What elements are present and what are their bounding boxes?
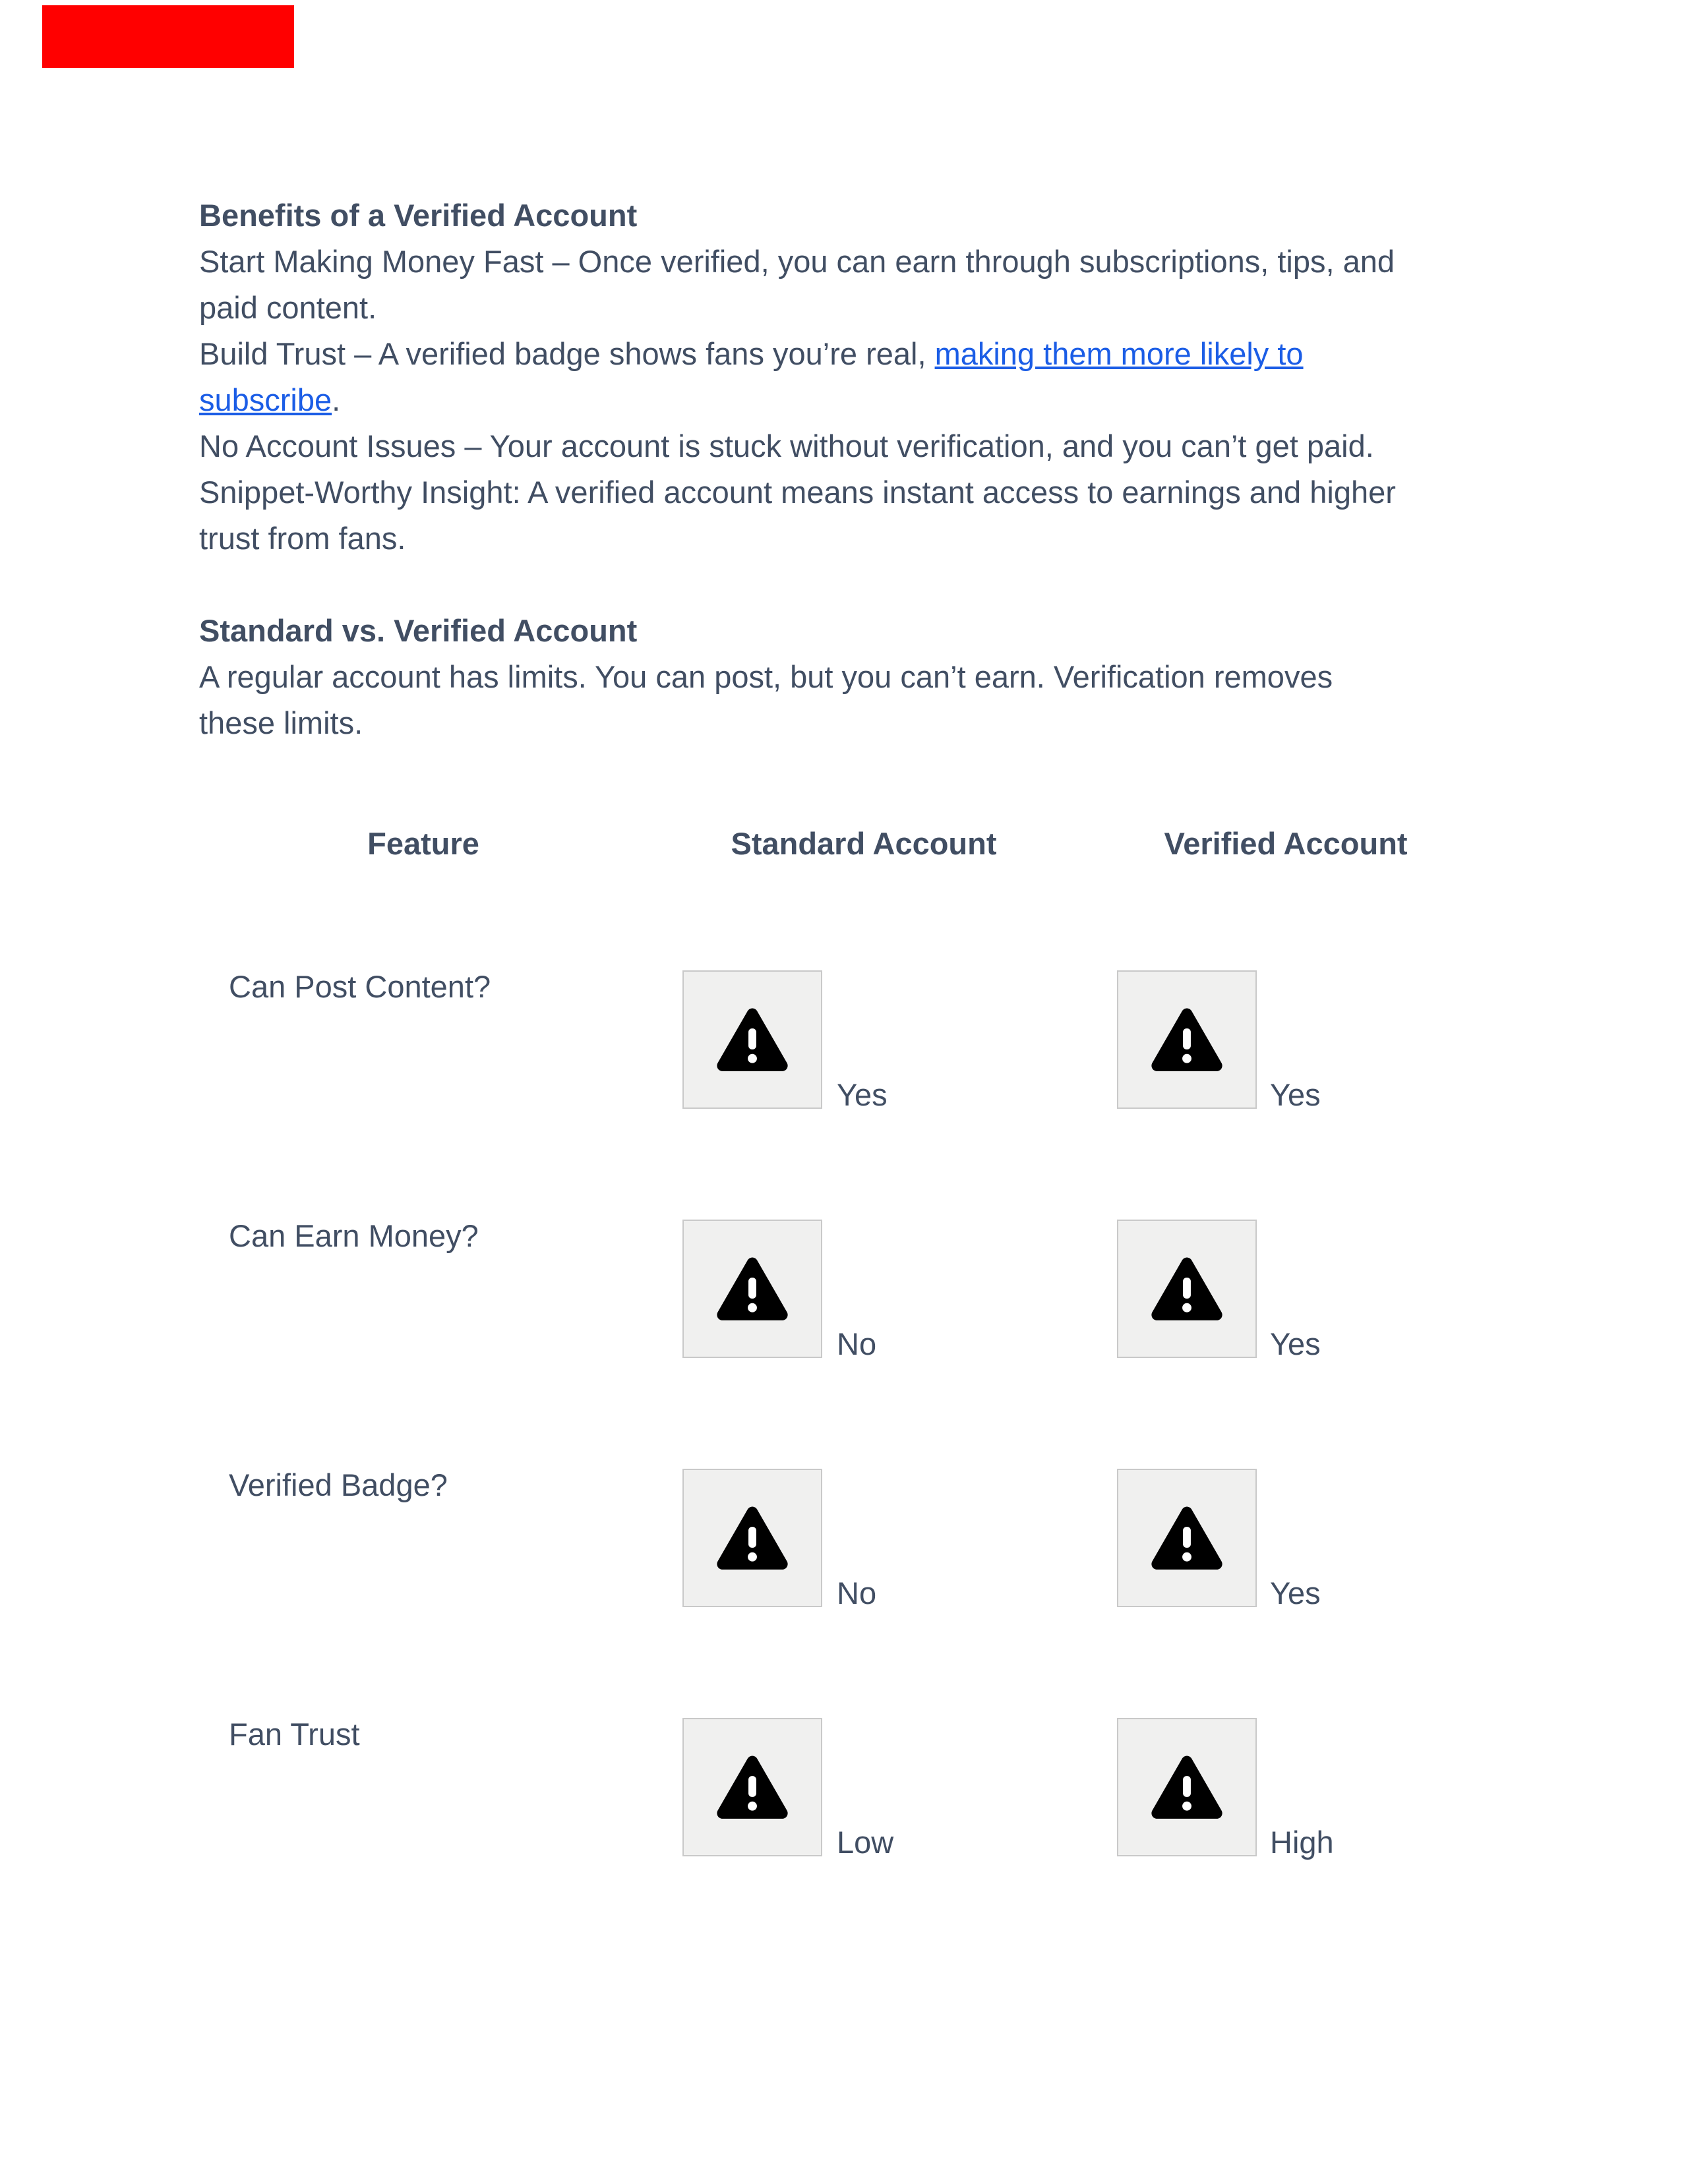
image-placeholder[interactable]: [1117, 1469, 1257, 1607]
table-row: [0, 970, 1688, 1122]
row-label: Can Earn Money?: [229, 1218, 479, 1253]
row-label: Can Post Content?: [229, 969, 491, 1004]
table-header-feature: Feature: [367, 826, 479, 861]
table-row: [0, 1220, 1688, 1371]
intro-text-block: [199, 192, 1584, 746]
paragraph-line: trust from fans.: [199, 521, 406, 556]
red-annotation-box: [42, 5, 294, 68]
image-placeholder[interactable]: [1117, 970, 1257, 1109]
paragraph-line: [199, 377, 1584, 423]
image-placeholder[interactable]: [682, 1220, 822, 1358]
section-heading-benefits: Benefits of a Verified Account: [199, 198, 638, 233]
cell-value: Yes: [1270, 1326, 1321, 1361]
paragraph-line: Snippet-Worthy Insight: A verified account means instant access to earnings and higher: [199, 475, 1396, 510]
cell-value: Yes: [1270, 1576, 1321, 1610]
paragraph-line: Start Making Money Fast – Once verified, you can earn through subscriptions, tips, and: [199, 244, 1395, 279]
subscribe-link[interactable]: subscribe: [199, 382, 332, 417]
image-placeholder[interactable]: [682, 970, 822, 1109]
paragraph-line: these limits.: [199, 705, 363, 740]
subscribe-link[interactable]: making them more likely to: [934, 336, 1304, 371]
cell-value: Low: [837, 1825, 894, 1860]
warning-icon: [712, 1005, 793, 1074]
paragraph-line: No Account Issues – Your account is stuck without verification, and you can’t get paid.: [199, 428, 1374, 463]
warning-icon: [712, 1504, 793, 1572]
row-label: Fan Trust: [229, 1717, 360, 1752]
cell-value: No: [837, 1576, 877, 1610]
warning-icon: [712, 1753, 793, 1821]
cell-value: No: [837, 1326, 877, 1361]
warning-icon: [1147, 1005, 1227, 1074]
section-heading-comparison: Standard vs. Verified Account: [199, 613, 638, 648]
table-header-standard: Standard Account: [731, 826, 997, 861]
image-placeholder[interactable]: [682, 1469, 822, 1607]
blank-line: [199, 562, 1584, 608]
warning-icon: [1147, 1753, 1227, 1821]
paragraph-line: A regular account has limits. You can post, but you can’t earn. Verification removes: [199, 659, 1333, 694]
row-label: Verified Badge?: [229, 1467, 448, 1502]
image-placeholder[interactable]: [1117, 1718, 1257, 1856]
image-placeholder[interactable]: [682, 1718, 822, 1856]
table-header-verified: Verified Account: [1164, 826, 1408, 861]
warning-icon: [1147, 1504, 1227, 1572]
paragraph-segment: .: [332, 382, 341, 417]
cell-value: High: [1270, 1825, 1334, 1860]
paragraph-line: [199, 331, 1584, 377]
paragraph-segment: Build Trust – A verified badge shows fans you’re real,: [199, 336, 935, 371]
table-row: [0, 1469, 1688, 1620]
warning-icon: [1147, 1254, 1227, 1323]
table-row: [0, 1718, 1688, 1870]
paragraph-line: paid content.: [199, 290, 377, 325]
warning-icon: [712, 1254, 793, 1323]
cell-value: Yes: [1270, 1077, 1321, 1112]
image-placeholder[interactable]: [1117, 1220, 1257, 1358]
cell-value: Yes: [837, 1077, 888, 1112]
